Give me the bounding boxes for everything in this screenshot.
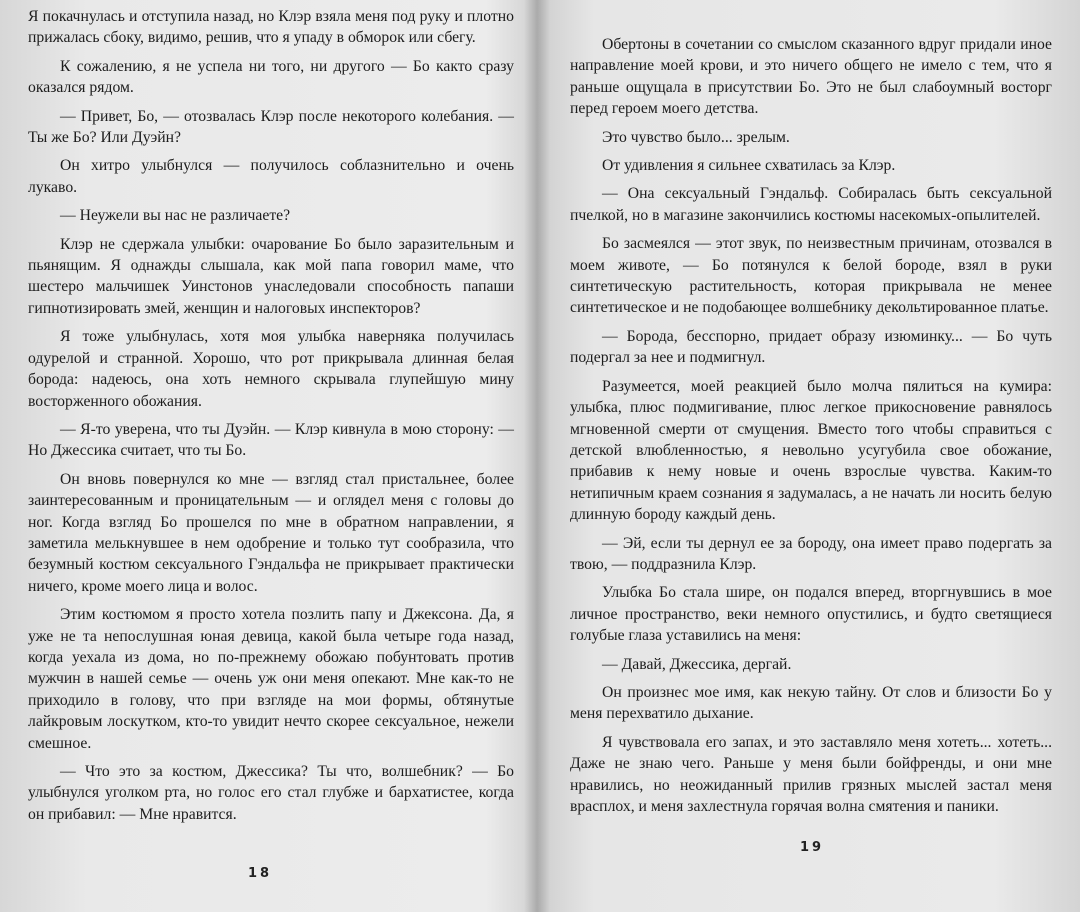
paragraph: Он произнес мое имя, как некую тайну. От слов и близости Бо у меня перехватило дыхание. xyxy=(570,683,1052,723)
page-number-left: 18 xyxy=(248,866,273,881)
paragraph: Улыбка Бо стала шире, он подался вперед, вторгнувшись в мое личное пространство, веки немного опустились, и будто светящиеся голубые глаза уставились на меня: xyxy=(570,584,1052,645)
paragraph: К сожалению, я не успела ни того, ни другого — Бо както сразу оказался рядом. xyxy=(28,57,514,97)
paragraph: — Давай, Джессика, дергай. xyxy=(602,655,792,673)
right-page xyxy=(570,34,1052,824)
paragraph: Этим костюмом я просто хотела позлить папу и Джексона. Да, я уже не та непослушная юная девица, какой была четыре года назад, когда уехала из дома, но по-прежнему обожаю побунтовать против мужчин в нашей семье — очень уж они меня опекают. Мне как-то не приходило в голову, что при взгляде на мои формы, обтянутые лайкровым лоскутком, кто-то увидит нечто скорее сексуальное, нежели смешное. xyxy=(28,606,514,752)
page-number-right: 19 xyxy=(800,840,825,855)
paragraph: — Неужели вы нас не различаете? xyxy=(60,207,291,225)
left-page xyxy=(28,6,514,832)
paragraph: — Привет, Бо, — отозвалась Клэр после некоторого колебания. — Ты же Бо? Или Дуэйн? xyxy=(28,107,514,147)
paragraph: Я покачнулась и отступила назад, но Клэр взяла меня под руку и плотно прижалась сбоку, видимо, решив, что я упаду в обморок или сбегу. xyxy=(28,8,514,47)
paragraph: — Эй, если ты дернул ее за бороду, она имеет право подергать за твою, — поддразнила Клэр. xyxy=(570,534,1052,573)
paragraph: Обертоны в сочетании со смыслом сказанного вдруг придали иное направление моей крови, и это ничего общего не имело с тем, что я раньше ощущала в присутствии Бо. Это не был слабоумный восторг перед героем моего детства. xyxy=(570,36,1052,118)
paragraph: Бо засмеялся — этот звук, по неизвестным причинам, отозвался в моем животе, — Бо потянулся к белой бороде, взял в руки синтетическую растительность, которая прикрывала не менее синтетическое и не подобающее волшебнику декольтированное платье. xyxy=(570,235,1052,317)
paragraph: Это чувство было... зрелым. xyxy=(602,128,790,146)
paragraph: Я тоже улыбнулась, хотя моя улыбка наверняка получилась одурелой и странной. Хорошо, что рот прикрывала длинная белая борода: надеюсь, она хоть немного скрывала глупейшую мину восторженного обожания. xyxy=(28,328,514,410)
paragraph: Он вновь повернулся ко мне — взгляд стал пристальнее, более заинтересованным и проницательным — и оглядел меня с головы до ног. Когда взгляд Бо прошелся по мне в обратном направлении, я заметила мелькнувшее в нем одобрение и только тут сообразила, что безумный костюм сексуального Гэндальфа не прикрывает практически ничего, кроме моего лица и волос. xyxy=(28,470,514,595)
paragraph: — Я-то уверена, что ты Дуэйн. — Клэр кивнула в мою сторону: — Но Джессика считает, что ты Бо. xyxy=(28,420,514,460)
paragraph: — Что это за костюм, Джессика? Ты что, волшебник? — Бо улыбнулся уголком рта, но голос его стал глубже и бархатистее, когда он прибавил: — Мне нравится. xyxy=(28,763,514,823)
paragraph: Я чувствовала его запах, и это заставляло меня хотеть... хотеть... Даже не знаю чего. Раньше у меня были бойфренды, и они мне нравились, но неожиданный прилив грязных мыслей застал меня врасплох, и меня захлестнула горячая волна смятения и паники. xyxy=(570,733,1052,815)
paragraph: От удивления я сильнее схватилась за Клэр. xyxy=(602,157,896,175)
paragraph: Разумеется, моей реакцией было молча пялиться на кумира: улыбка, плюс подмигивание, плюс легкое прикосновение равнялось мгновенной смерти от смущения. Вместо того чтобы справиться с детской влюбленностью, я невольно усугубила свое обожание, прибавив к нему новые и очень взрослые чувства. Каким-то нетипичным краем сознания я задумалась, а не начать ли носить белую длинную бороду каждый день. xyxy=(570,377,1052,524)
paragraph: — Она сексуальный Гэндальф. Собиралась быть сексуальной пчелкой, но в магазине закончились костюмы насекомых-опылителей. xyxy=(570,185,1052,224)
paragraph: Он хитро улыбнулся — получилось соблазнительно и очень лукаво. xyxy=(28,157,514,196)
paragraph: Клэр не сдержала улыбки: очарование Бо было заразительным и пьянящим. Я однажды слышала, как мой папа говорил маме, что шестеро мальчишек Уинстонов унаследовали способность папаши гипнотизировать змей, женщин и налоговых инспекторов? xyxy=(28,235,514,317)
book-gutter xyxy=(524,0,550,912)
paragraph: — Борода, бесспорно, придает образу изюминку... — Бо чуть подергал за нее и подмигнул. xyxy=(570,327,1052,367)
